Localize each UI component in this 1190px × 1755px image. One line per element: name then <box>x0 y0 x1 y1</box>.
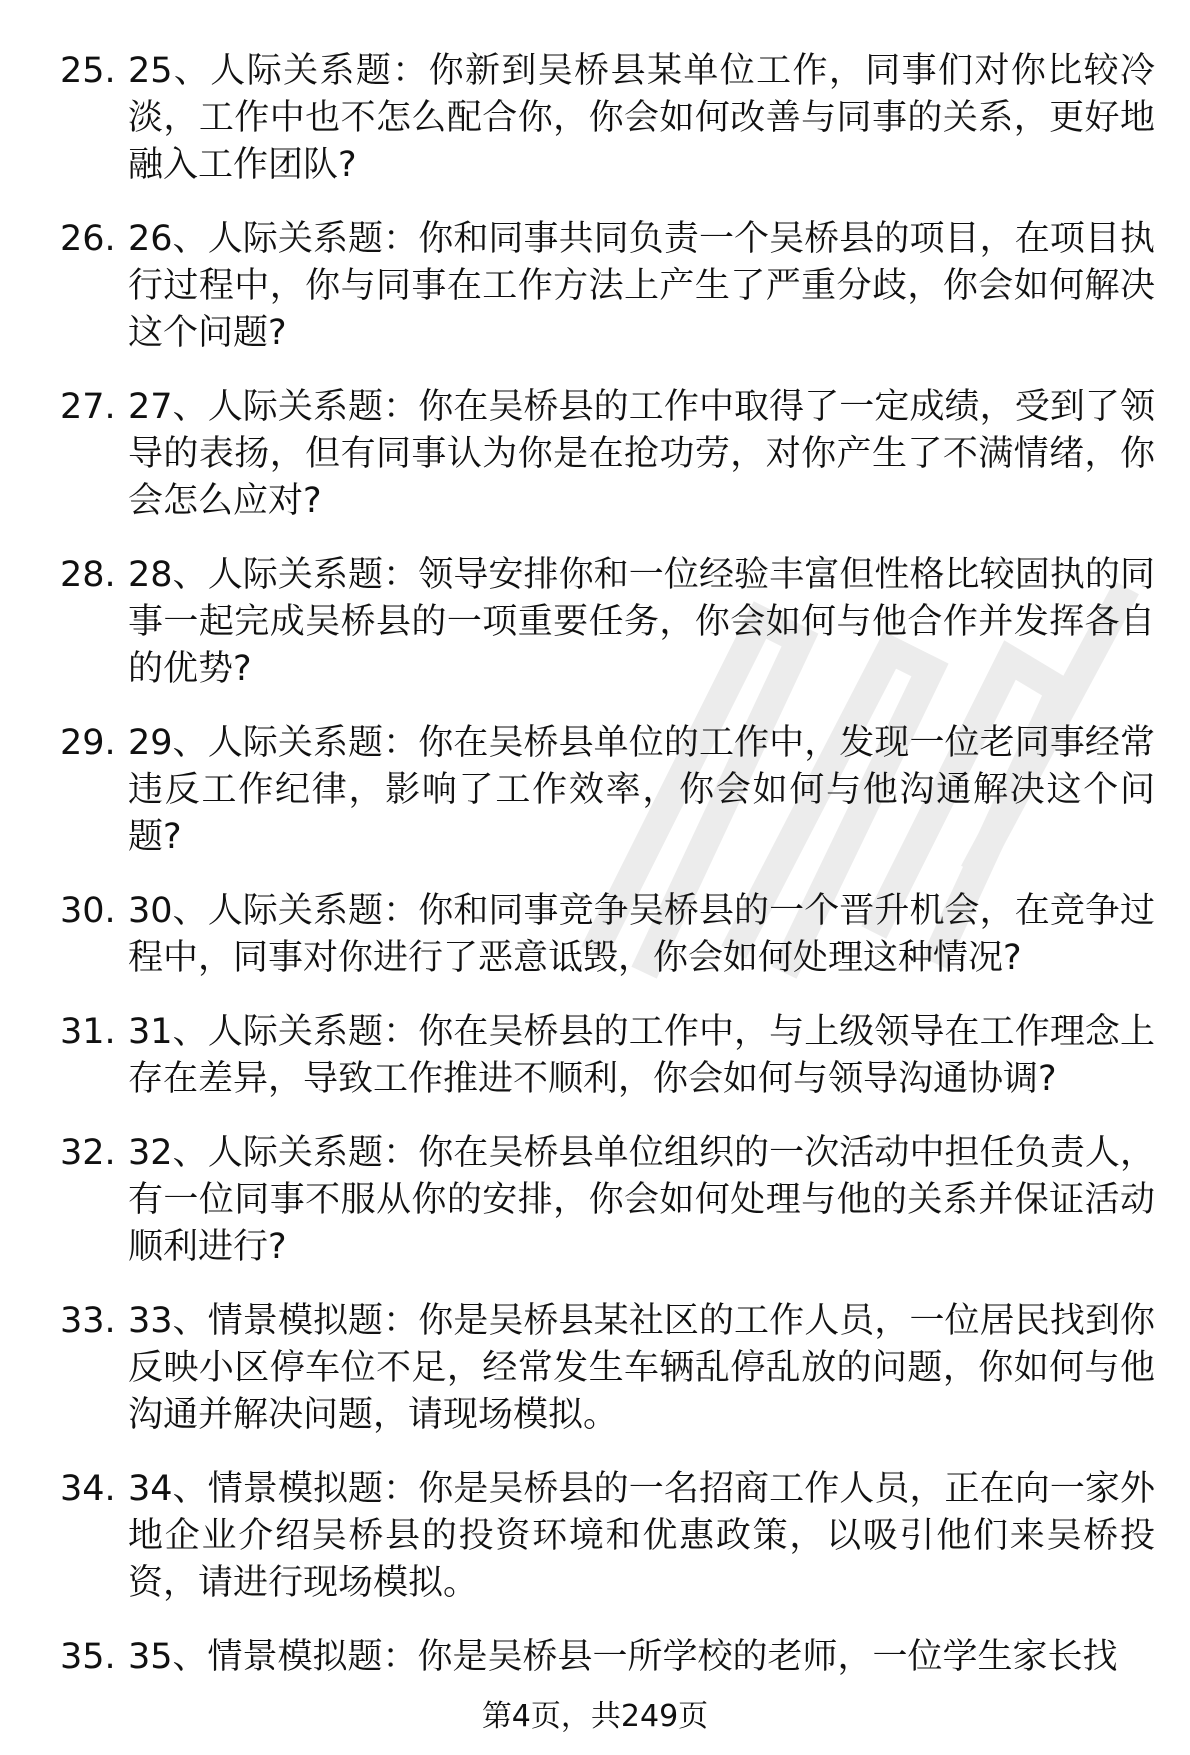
question-text: 34、情景模拟题：你是吴桥县的一名招商工作人员，正在向一家外地企业介绍吴桥县的投资环境和优惠政策，以吸引他们来吴桥投资，请进行现场模拟。 <box>128 1469 1155 1603</box>
question-item <box>60 1298 1155 1439</box>
question-item <box>60 552 1155 693</box>
page-footer: 第4页，共249页 <box>481 1699 709 1734</box>
question-number: 25. <box>60 51 116 91</box>
question-number: 32. <box>60 1133 116 1173</box>
question-number: 29. <box>60 723 116 763</box>
question-text: 26、人际关系题：你和同事共同负责一个吴桥县的项目，在项目执行过程中，你与同事在工作方法上产生了严重分歧，你会如何解决这个问题? <box>128 219 1155 353</box>
question-text: 33、情景模拟题：你是吴桥县某社区的工作人员，一位居民找到你反映小区停车位不足，经常发生车辆乱停乱放的问题，你如何与他沟通并解决问题，请现场模拟。 <box>128 1301 1155 1435</box>
question-item <box>60 888 1155 982</box>
question-number: 33. <box>60 1301 116 1341</box>
question-list <box>60 48 1155 1708</box>
question-item <box>60 1466 1155 1607</box>
question-item <box>60 1130 1155 1271</box>
question-number: 30. <box>60 891 116 931</box>
question-text: 25、人际关系题：你新到吴桥县某单位工作，同事们对你比较冷淡，工作中也不怎么配合你，你会如何改善与同事的关系，更好地融入工作团队? <box>128 51 1155 185</box>
question-text: 28、人际关系题：领导安排你和一位经验丰富但性格比较固执的同事一起完成吴桥县的一项重要任务，你会如何与他合作并发挥各自的优势? <box>128 555 1155 689</box>
question-number: 26. <box>60 219 116 259</box>
question-item <box>60 48 1155 189</box>
question-text: 32、人际关系题：你在吴桥县单位组织的一次活动中担任负责人，有一位同事不服从你的安排，你会如何处理与他的关系并保证活动顺利进行? <box>128 1133 1155 1267</box>
question-number: 31. <box>60 1012 116 1052</box>
question-text: 35、情景模拟题：你是吴桥县一所学校的老师，一位学生家长找 <box>128 1637 1118 1677</box>
question-item <box>60 1009 1155 1103</box>
question-item <box>60 720 1155 861</box>
question-number: 27. <box>60 387 116 427</box>
question-number: 28. <box>60 555 116 595</box>
question-text: 27、人际关系题：你在吴桥县的工作中取得了一定成绩，受到了领导的表扬，但有同事认为你是在抢功劳，对你产生了不满情绪，你会怎么应对? <box>128 387 1155 521</box>
question-item <box>60 216 1155 357</box>
question-item <box>60 1634 1155 1681</box>
question-text: 31、人际关系题：你在吴桥县的工作中，与上级领导在工作理念上存在差异，导致工作推进不顺利，你会如何与领导沟通协调? <box>128 1012 1155 1099</box>
question-item <box>60 384 1155 525</box>
question-number: 35. <box>60 1637 116 1677</box>
question-number: 34. <box>60 1469 116 1509</box>
question-text: 30、人际关系题：你和同事竞争吴桥县的一个晋升机会，在竞争过程中，同事对你进行了恶意诋毁，你会如何处理这种情况? <box>128 891 1155 978</box>
question-text: 29、人际关系题：你在吴桥县单位的工作中，发现一位老同事经常违反工作纪律，影响了工作效率，你会如何与他沟通解决这个问题? <box>128 723 1155 857</box>
